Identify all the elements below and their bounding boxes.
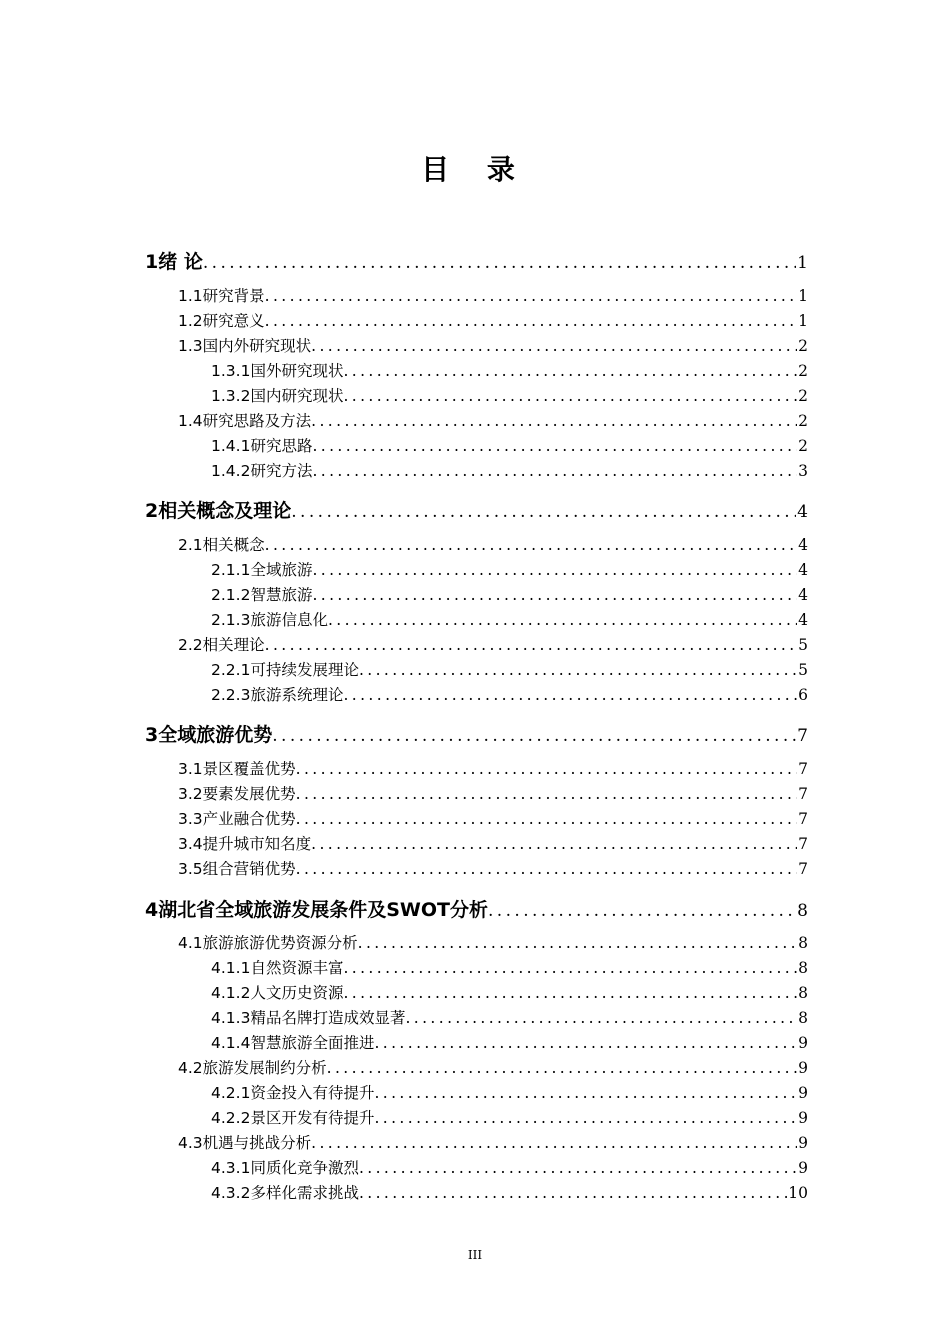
toc-entry-label: 4.3机遇与挑战分析 [178, 1134, 312, 1152]
toc-entry-level-1[interactable] [145, 895, 808, 922]
toc-dot-leader [359, 661, 797, 679]
toc-entry-label: 2.1相关概念 [178, 536, 265, 554]
toc-entry-page: 7 [797, 726, 808, 746]
toc-dot-leader [291, 502, 796, 522]
toc-entry-level-1[interactable] [145, 496, 808, 523]
toc-entry-level-3[interactable] [211, 583, 808, 605]
toc-entry-level-2[interactable] [178, 1056, 808, 1078]
toc-dot-leader [343, 959, 797, 977]
toc-entry-page: 4 [798, 586, 808, 604]
toc-entry-label: 1.3国内外研究现状 [178, 337, 312, 355]
toc-entry-level-2[interactable] [178, 334, 808, 356]
toc-entry-level-2[interactable] [178, 309, 808, 331]
toc-entry-page: 4 [798, 561, 808, 579]
toc-entry-page: 9 [798, 1109, 808, 1127]
toc-entry-label: 1.4研究思路及方法 [178, 412, 312, 430]
toc-entry-label: 2.2.3旅游系统理论 [211, 686, 344, 704]
toc-entry-page: 2 [798, 337, 808, 355]
toc-entry-page: 7 [798, 760, 808, 778]
toc-entry-page: 5 [798, 636, 808, 654]
toc-entry-page: 9 [798, 1034, 808, 1052]
toc-entry-level-3[interactable] [211, 558, 808, 580]
toc-dot-leader [311, 835, 797, 853]
toc-entry-page: 8 [798, 1009, 808, 1027]
toc-dot-leader [265, 536, 797, 554]
toc-entry-label: 4.1.3精品名牌打造成效显著 [211, 1009, 406, 1027]
toc-dot-leader [358, 934, 797, 952]
toc-entry-level-3[interactable] [211, 1006, 808, 1028]
toc-entry-level-2[interactable] [178, 533, 808, 555]
toc-entry-label: 4.2旅游发展制约分析 [178, 1059, 327, 1077]
toc-entry-label: 3.4提升城市知名度 [178, 835, 312, 853]
toc-entry-label: 3.5组合营销优势 [178, 860, 296, 878]
toc-title: 目 录 [421, 153, 529, 186]
toc-entry-level-2[interactable] [178, 409, 808, 431]
toc-entry-label: 4.1.4智慧旅游全面推进 [211, 1034, 375, 1052]
toc-entry-page: 1 [798, 312, 808, 330]
toc-dot-leader [203, 253, 796, 273]
toc-entry-level-2[interactable] [178, 857, 808, 879]
toc-entry-label: 4.3.2多样化需求挑战 [211, 1184, 359, 1202]
toc-entry-level-3[interactable] [211, 1156, 808, 1178]
toc-entry-page: 7 [798, 835, 808, 853]
toc-entry-label: 3.1景区覆盖优势 [178, 760, 296, 778]
page-number-footer: III [467, 1248, 483, 1262]
toc-entry-level-3[interactable] [211, 956, 808, 978]
toc-dot-leader [311, 412, 797, 430]
toc-entry-label: 4.1.1自然资源丰富 [211, 959, 344, 977]
toc-entry-level-3[interactable] [211, 658, 808, 680]
toc-entry-label: 1.1研究背景 [178, 287, 265, 305]
toc-entry-page: 8 [797, 901, 808, 921]
toc-entry-page: 10 [788, 1184, 808, 1202]
toc-entry-level-3[interactable] [211, 608, 808, 630]
toc-dot-leader [296, 860, 797, 878]
toc-dot-leader [312, 586, 797, 604]
toc-entry-page: 2 [798, 412, 808, 430]
toc-dot-leader [488, 901, 796, 921]
toc-entry-label: 2.2相关理论 [178, 636, 265, 654]
toc-entry-label: 1.4.2研究方法 [211, 462, 313, 480]
toc-entry-page: 4 [798, 536, 808, 554]
toc-dot-leader [343, 362, 797, 380]
toc-dot-leader [296, 785, 797, 803]
toc-dot-leader [311, 337, 797, 355]
toc-entry-page: 1 [798, 287, 808, 305]
toc-dot-leader [327, 1059, 797, 1077]
toc-dot-leader [312, 462, 797, 480]
toc-entry-page: 6 [798, 686, 808, 704]
toc-entry-label: 2.1.1全域旅游 [211, 561, 313, 579]
toc-entry-level-2[interactable] [178, 757, 808, 779]
toc-dot-leader [296, 760, 797, 778]
toc-dot-leader [328, 611, 797, 629]
toc-dot-leader [343, 686, 797, 704]
toc-entry-label: 1.4.1研究思路 [211, 437, 313, 455]
toc-dot-leader [343, 984, 797, 1002]
toc-dot-leader [312, 561, 797, 579]
toc-entry-label: 3全域旅游优势 [145, 724, 273, 746]
toc-dot-leader [359, 1184, 787, 1202]
toc-entry-label: 4.1旅游旅游优势资源分析 [178, 934, 358, 952]
toc-entry-level-3[interactable] [211, 1106, 808, 1128]
toc-dot-leader [265, 312, 797, 330]
toc-entry-level-3[interactable] [211, 1031, 808, 1053]
toc-entry-page: 7 [798, 860, 808, 878]
toc-entry-label: 1绪 论 [145, 251, 203, 273]
toc-entry-level-1[interactable] [145, 247, 808, 274]
toc-dot-leader [374, 1084, 797, 1102]
toc-dot-leader [374, 1034, 797, 1052]
toc-entry-level-3[interactable] [211, 1181, 808, 1203]
toc-entry-page: 2 [798, 387, 808, 405]
toc-entry-label: 1.3.2国内研究现状 [211, 387, 344, 405]
toc-entry-page: 2 [798, 437, 808, 455]
toc-entry-level-3[interactable] [211, 359, 808, 381]
toc-entry-level-3[interactable] [211, 981, 808, 1003]
toc-entry-page: 4 [798, 611, 808, 629]
toc-entry-page: 5 [798, 661, 808, 679]
toc-entry-page: 9 [798, 1159, 808, 1177]
toc-entry-label: 4湖北省全域旅游发展条件及SWOT分析 [145, 899, 488, 921]
toc-entry-label: 2相关概念及理论 [145, 500, 292, 522]
toc-entry-level-2[interactable] [178, 931, 808, 953]
toc-dot-leader [359, 1159, 797, 1177]
toc-entry-page: 9 [798, 1084, 808, 1102]
toc-entry-page: 7 [798, 785, 808, 803]
toc-entry-level-2[interactable] [178, 782, 808, 804]
toc-entry-label: 2.1.2智慧旅游 [211, 586, 313, 604]
toc-dot-leader [374, 1109, 797, 1127]
toc-entry-level-2[interactable] [178, 807, 808, 829]
toc-entry-page: 8 [798, 984, 808, 1002]
toc-entry-page: 8 [798, 959, 808, 977]
toc-entry-page: 8 [798, 934, 808, 952]
toc-entry-level-1[interactable] [145, 720, 808, 747]
toc-entry-label: 2.2.1可持续发展理论 [211, 661, 359, 679]
toc-entry-level-2[interactable] [178, 1131, 808, 1153]
toc-entry-level-3[interactable] [211, 434, 808, 456]
toc-dot-leader [343, 387, 797, 405]
toc-entry-label: 4.1.2人文历史资源 [211, 984, 344, 1002]
toc-entry-label: 2.1.3旅游信息化 [211, 611, 328, 629]
toc-entry-label: 4.2.2景区开发有待提升 [211, 1109, 375, 1127]
toc-dot-leader [265, 636, 797, 654]
toc-dot-leader [265, 287, 797, 305]
toc-dot-leader [312, 437, 797, 455]
toc-entry-label: 3.3产业融合优势 [178, 810, 296, 828]
toc-entry-label: 1.3.1国外研究现状 [211, 362, 344, 380]
toc-entry-level-3[interactable] [211, 384, 808, 406]
toc-entry-level-3[interactable] [211, 459, 808, 481]
toc-entry-label: 4.2.1资金投入有待提升 [211, 1084, 375, 1102]
toc-entry-page: 9 [798, 1059, 808, 1077]
toc-entry-page: 2 [798, 362, 808, 380]
toc-dot-leader [272, 726, 796, 746]
toc-entry-label: 4.3.1同质化竞争激烈 [211, 1159, 359, 1177]
toc-dot-leader [311, 1134, 797, 1152]
toc-entry-page: 9 [798, 1134, 808, 1152]
toc-dot-leader [405, 1009, 797, 1027]
toc-entry-label: 1.2研究意义 [178, 312, 265, 330]
toc-entry-level-2[interactable] [178, 832, 808, 854]
toc-entry-page: 4 [797, 502, 808, 522]
toc-entry-level-3[interactable] [211, 1081, 808, 1103]
toc-entry-level-3[interactable] [211, 683, 808, 705]
toc-entry-page: 1 [797, 253, 808, 273]
toc-dot-leader [296, 810, 797, 828]
toc-entry-level-2[interactable] [178, 284, 808, 306]
toc-entry-page: 7 [798, 810, 808, 828]
toc-entry-level-2[interactable] [178, 633, 808, 655]
toc-entry-label: 3.2要素发展优势 [178, 785, 296, 803]
toc-entry-page: 3 [798, 462, 808, 480]
